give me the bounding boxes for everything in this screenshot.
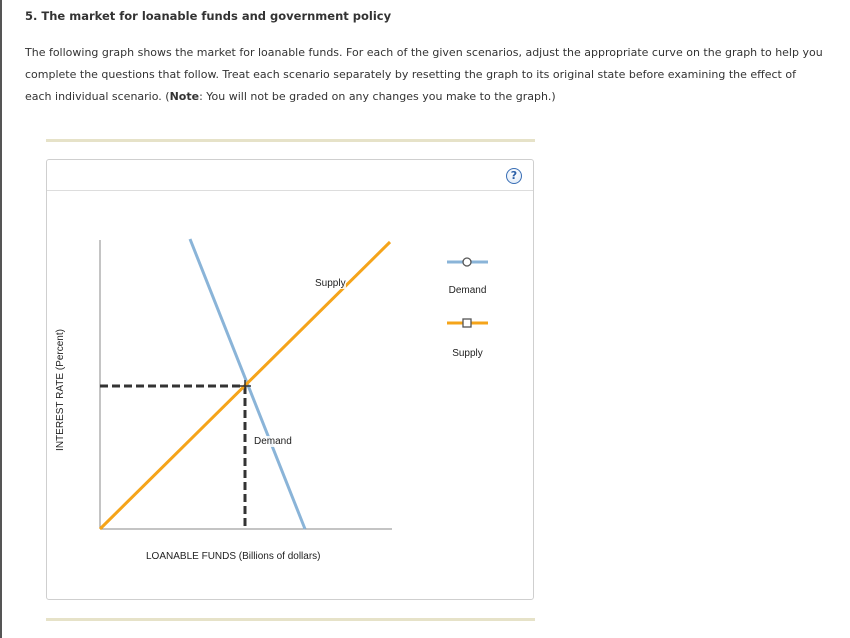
legend-demand-label: Demand	[448, 285, 487, 296]
question-title: 5. The market for loanable funds and government policy	[25, 9, 392, 23]
legend-demand-circle-icon	[463, 258, 471, 266]
legend-supply-label: Supply	[452, 348, 483, 359]
legend-demand-tool[interactable]	[447, 258, 488, 266]
x-axis-label: LOANABLE FUNDS (Billions of dollars)	[146, 551, 321, 562]
note-text: : You will not be graded on any changes you make to the graph.)	[199, 90, 556, 103]
instructions-text: The following graph shows the market for loanable funds. For each of the given scenarios, adjust the appropriate curve on the graph to help you complete the questions that follow. Treat each scenario separately by resetting the graph to its original state before examining the effect of each individual scenario. (	[25, 46, 823, 103]
y-axis-label: INTEREST RATE (Percent)	[55, 329, 66, 451]
legend-supply-square-icon	[463, 319, 471, 327]
legend-supply-tool[interactable]	[447, 319, 488, 327]
demand-curve-label: Demand	[254, 436, 292, 447]
question-circle-icon[interactable]: ?	[506, 168, 522, 184]
supply-curve-label: Supply	[315, 278, 346, 289]
divider-bottom	[46, 618, 535, 621]
note-label: Note	[169, 90, 200, 103]
